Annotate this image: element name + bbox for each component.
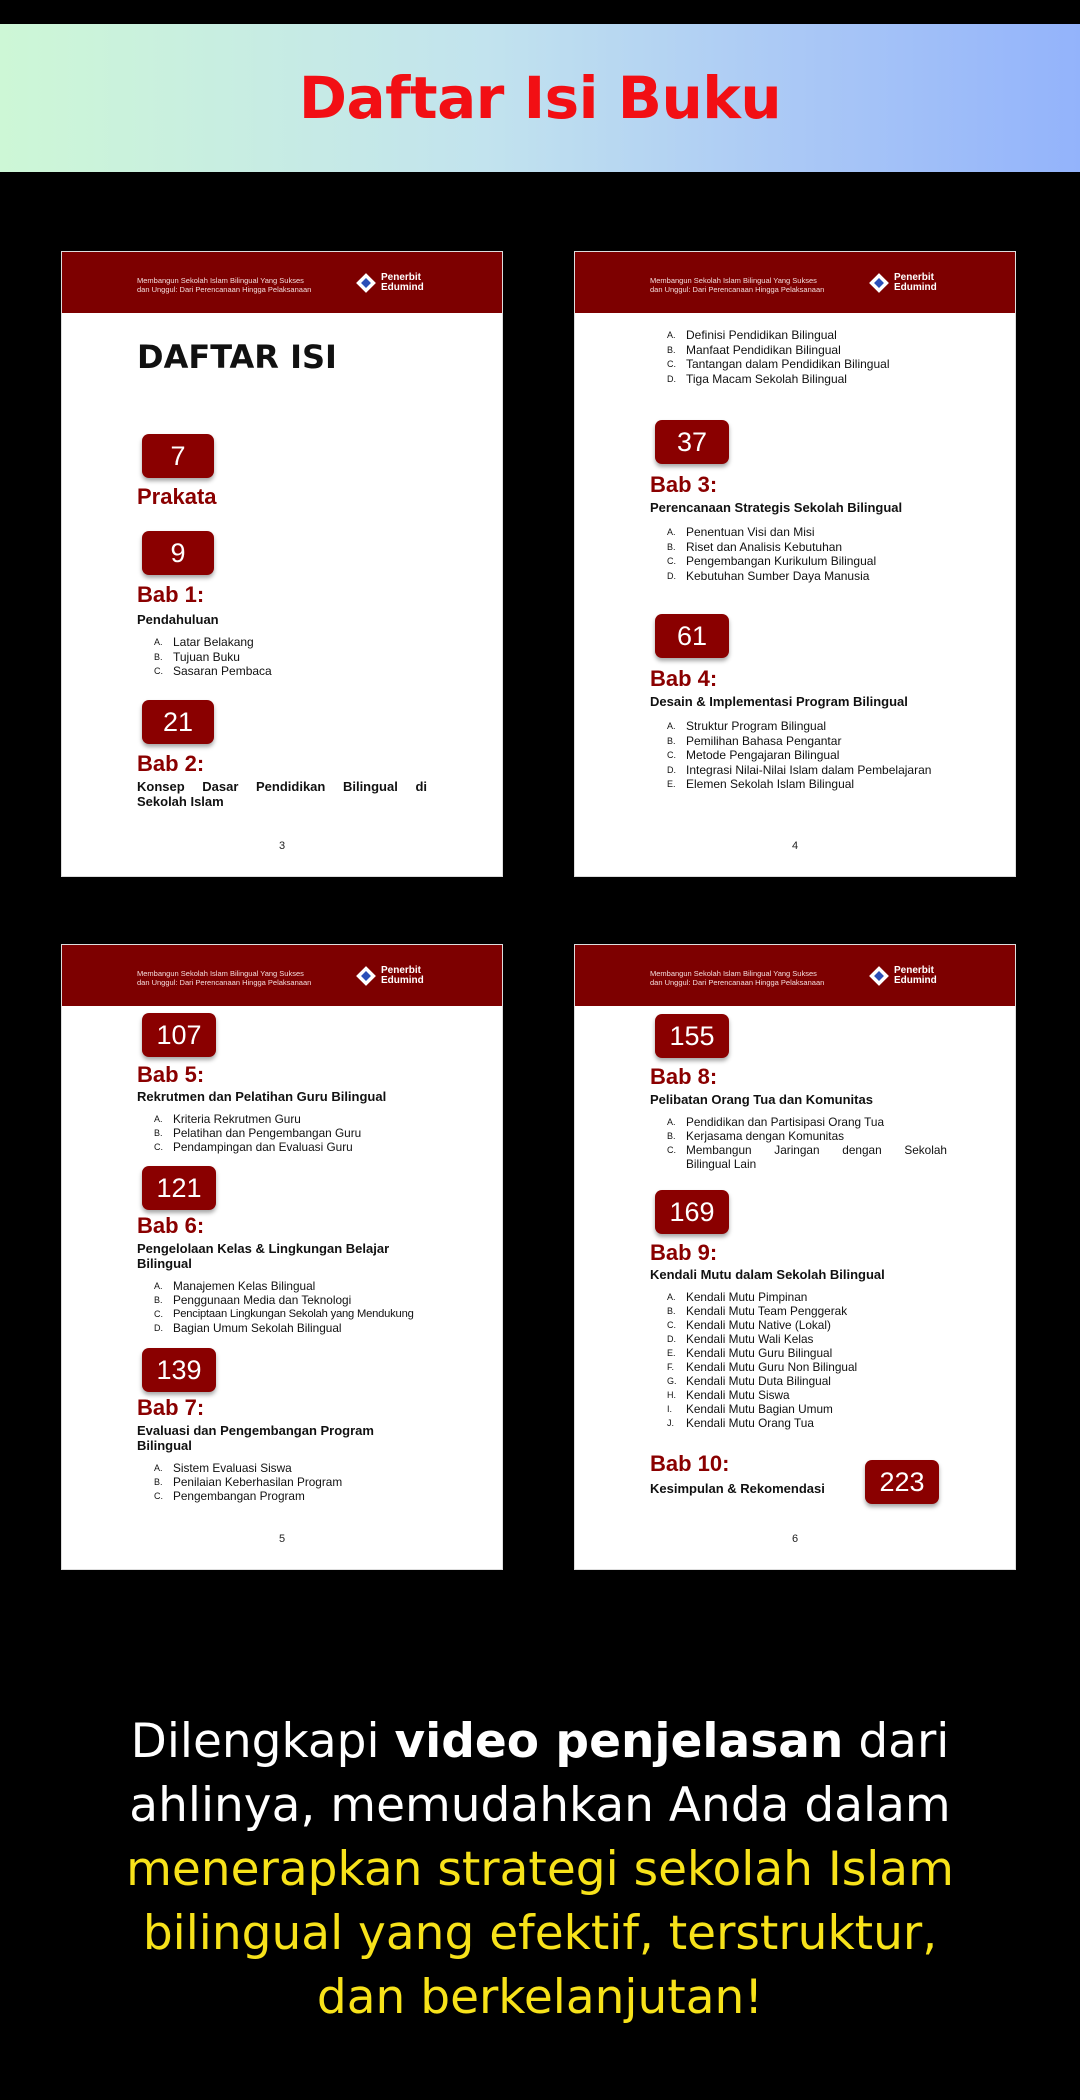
page-header: [575, 945, 1015, 1006]
bab4-subtitle: Desain & Implementasi Program Bilingual: [650, 694, 908, 709]
promo-line-1: Dilengkapi video penjelasan dari: [130, 1714, 950, 1769]
list-item: A. Kriteria Rekrutmen Guru: [154, 1112, 301, 1126]
page-header: [575, 252, 1015, 313]
page-badge-bab4: 61: [655, 614, 729, 658]
bab3-label: Bab 3:: [650, 472, 718, 497]
page-badge-bab2: 21: [142, 700, 214, 744]
page-badge-bab5: 107: [142, 1013, 216, 1057]
page-header: [62, 945, 502, 1006]
bab9-label: Bab 9:: [650, 1240, 718, 1265]
bab6-subtitle-line2: Bilingual: [137, 1256, 192, 1271]
toc-page-5: [62, 945, 502, 1569]
bab1-list: [154, 635, 434, 679]
list-item: D. Bagian Umum Sekolah Bilingual: [154, 1321, 342, 1335]
publisher-logo: Penerbit Edumind: [868, 965, 937, 987]
page-number: 3: [278, 840, 286, 852]
edumind-diamond-icon: [868, 272, 890, 294]
header-subtitle: Membangun Sekolah Islam Bilingual Yang Sukses dan Unggul: Dari Perencanaan Hingga Pelaksanaan: [650, 276, 825, 294]
list-item: A. Manajemen Kelas Bilingual: [154, 1279, 316, 1293]
page-badge-bab8: 155: [655, 1014, 729, 1058]
promo-line-2: ahlinya, memudahkan Anda dalam: [129, 1778, 951, 1833]
list-item: B. Riset dan Analisis Kebutuhan: [667, 539, 843, 554]
list-item: C. Pengembangan Program: [154, 1489, 305, 1503]
list-item: B. Penggunaan Media dan Teknologi: [154, 1293, 352, 1307]
bab9-list: [667, 1290, 947, 1430]
list-item: A. Struktur Program Bilingual: [667, 719, 827, 733]
list-item: Bilingual Lain: [686, 1157, 757, 1171]
daftar-isi-heading: DAFTAR ISI: [137, 338, 337, 376]
list-item: A. Kendali Mutu Pimpinan: [667, 1290, 808, 1304]
promo-text: [40, 1710, 1040, 2030]
edumind-diamond-icon: [355, 965, 377, 987]
list-item: C. Sasaran Pembaca: [154, 664, 272, 678]
edumind-diamond-icon: [355, 272, 377, 294]
list-item: C. Metode Pengajaran Bilingual: [667, 748, 840, 762]
list-item: A. Penentuan Visi dan Misi: [667, 525, 815, 539]
page-number: 4: [791, 840, 799, 852]
publisher-logo: Penerbit Edumind: [355, 965, 424, 987]
promo-line-3: menerapkan strategi sekolah Islam: [126, 1842, 954, 1897]
bab3-list: [667, 525, 947, 583]
page-badge-bab6: 121: [142, 1166, 216, 1210]
list-item: A. Sistem Evaluasi Siswa: [154, 1461, 292, 1475]
toc-page-3: [62, 252, 502, 876]
bab4-list: [667, 719, 947, 792]
bab6-label: Bab 6:: [137, 1213, 205, 1238]
page-number: 5: [278, 1533, 286, 1545]
header-subtitle: Membangun Sekolah Islam Bilingual Yang Sukses dan Unggul: Dari Perencanaan Hingga Pelaksanaan: [137, 969, 312, 987]
publisher-logo: Penerbit Edumind: [355, 272, 424, 294]
promo-line-5: dan berkelanjutan!: [316, 1970, 764, 2025]
list-item: J. Kendali Mutu Orang Tua: [667, 1416, 814, 1430]
list-item: B. Pemilihan Bahasa Pengantar: [667, 733, 842, 748]
list-item: A. Latar Belakang: [154, 635, 254, 649]
list-item: B. Manfaat Pendidikan Bilingual: [667, 342, 841, 357]
list-item: D. Kendali Mutu Wali Kelas: [667, 1332, 814, 1346]
page-number: 6: [791, 1533, 799, 1545]
title-banner: [0, 24, 1080, 172]
bab5-label: Bab 5:: [137, 1062, 205, 1087]
list-item: C. Tantangan dalam Pendidikan Bilingual: [667, 357, 890, 371]
page-badge-bab1: 9: [142, 531, 214, 575]
bab10-subtitle: Kesimpulan & Rekomendasi: [650, 1481, 825, 1496]
list-item: E. Elemen Sekolah Islam Bilingual: [667, 777, 855, 791]
list-item: A. Pendidikan dan Partisipasi Orang Tua: [667, 1115, 885, 1129]
toc-page-4: [575, 252, 1015, 876]
bab4-label: Bab 4:: [650, 666, 718, 691]
header-subtitle: Membangun Sekolah Islam Bilingual Yang Sukses dan Unggul: Dari Perencanaan Hingga Pelaksanaan: [137, 276, 312, 294]
bab7-label: Bab 7:: [137, 1395, 205, 1420]
bab6-list: [154, 1279, 434, 1335]
banner-title: Daftar Isi Buku: [298, 64, 782, 132]
bab8-subtitle: Pelibatan Orang Tua dan Komunitas: [650, 1092, 873, 1107]
bab2-label: Bab 2:: [137, 751, 205, 776]
bab6-subtitle-line1: Pengelolaan Kelas & Lingkungan Belajar: [137, 1241, 390, 1256]
publisher-logo: Penerbit Edumind: [868, 272, 937, 294]
bab1-subtitle: Pendahuluan: [137, 612, 219, 627]
bab1-label: Bab 1:: [137, 582, 205, 607]
list-item: D. Kebutuhan Sumber Daya Manusia: [667, 568, 870, 583]
bab3-subtitle: Perencanaan Strategis Sekolah Bilingual: [650, 500, 903, 515]
bab7-subtitle-line1: Evaluasi dan Pengembangan Program: [137, 1423, 374, 1438]
list-item: F. Kendali Mutu Guru Non Bilingual: [667, 1360, 858, 1374]
bab9-subtitle: Kendali Mutu dalam Sekolah Bilingual: [650, 1267, 885, 1282]
list-item: A. Definisi Pendidikan Bilingual: [667, 328, 837, 342]
page-badge-bab7: 139: [142, 1348, 216, 1392]
bab8-label: Bab 8:: [650, 1064, 718, 1089]
list-item: C. Membangun Jaringan dengan Sekolah: [667, 1143, 947, 1157]
bab7-subtitle-line2: Bilingual: [137, 1438, 192, 1453]
bab5-subtitle: Rekrutmen dan Pelatihan Guru Bilingual: [137, 1089, 387, 1104]
bab2-list: [667, 328, 947, 386]
list-item: H. Kendali Mutu Siswa: [667, 1388, 790, 1402]
list-item: B. Penilaian Keberhasilan Program: [154, 1475, 343, 1489]
list-item: B. Kerjasama dengan Komunitas: [667, 1129, 845, 1143]
prakata-label: Prakata: [137, 484, 217, 509]
bab2-subtitle-line2: Sekolah Islam: [137, 794, 224, 809]
list-item: C. Pengembangan Kurikulum Bilingual: [667, 554, 877, 568]
header-subtitle: Membangun Sekolah Islam Bilingual Yang Sukses dan Unggul: Dari Perencanaan Hingga Pelaksanaan: [650, 969, 825, 987]
list-item: E. Kendali Mutu Guru Bilingual: [667, 1346, 833, 1360]
bab8-list: [667, 1115, 947, 1171]
promo-line-4: bilingual yang efektif, terstruktur,: [142, 1906, 938, 1961]
page-badge-bab9: 169: [655, 1190, 729, 1234]
list-item: D. Tiga Macam Sekolah Bilingual: [667, 371, 847, 386]
list-item: B. Tujuan Buku: [154, 649, 240, 664]
page-badge-bab3: 37: [655, 420, 729, 464]
list-item: B. Pelatihan dan Pengembangan Guru: [154, 1126, 362, 1140]
bab10-label: Bab 10:: [650, 1451, 730, 1476]
list-item: B. Kendali Mutu Team Penggerak: [667, 1304, 848, 1318]
edumind-diamond-icon: [868, 965, 890, 987]
page-badge-prakata: 7: [142, 434, 214, 478]
bab2-subtitle-line1: Konsep Dasar Pendidikan Bilingual di: [137, 779, 427, 794]
page-header: [62, 252, 502, 313]
bab7-list: [154, 1461, 434, 1503]
toc-page-6: [575, 945, 1015, 1569]
list-item: C. Kendali Mutu Native (Lokal): [667, 1318, 831, 1332]
list-item: C. Pendampingan dan Evaluasi Guru: [154, 1140, 353, 1154]
bab5-list: [154, 1112, 434, 1154]
list-item: C. Penciptaan Lingkungan Sekolah yang Mendukung: [154, 1308, 414, 1320]
list-item: G. Kendali Mutu Duta Bilingual: [667, 1374, 831, 1388]
page-badge-bab10: 223: [865, 1460, 939, 1504]
list-item: I. Kendali Mutu Bagian Umum: [667, 1402, 833, 1416]
list-item: D. Integrasi Nilai-Nilai Islam dalam Pembelajaran: [667, 762, 932, 777]
